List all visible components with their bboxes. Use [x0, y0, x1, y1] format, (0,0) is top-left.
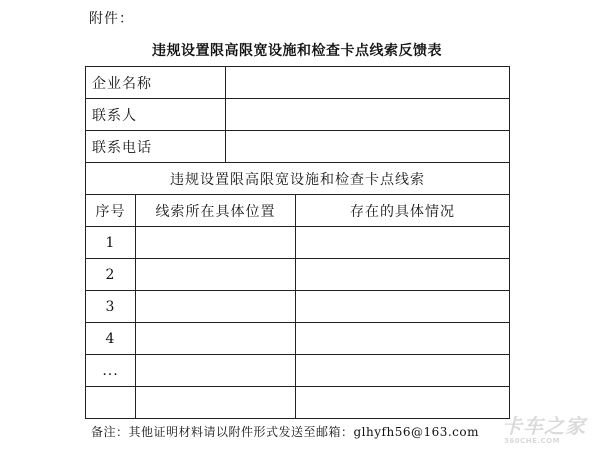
row-location[interactable]: [136, 291, 296, 323]
column-header-location: 线索所在具体位置: [136, 195, 296, 227]
column-header-situation: 存在的具体情况: [296, 195, 510, 227]
column-header-row: [86, 195, 510, 227]
row-situation[interactable]: [296, 259, 510, 291]
contact-person-row: [86, 99, 510, 131]
table-row: [86, 291, 510, 323]
row-number: 1: [86, 227, 136, 259]
row-location[interactable]: [136, 387, 296, 419]
table-row: [86, 227, 510, 259]
row-location[interactable]: [136, 355, 296, 387]
company-name-value[interactable]: [226, 67, 510, 99]
company-name-label: 企业名称: [86, 67, 226, 99]
row-situation[interactable]: [296, 323, 510, 355]
contact-phone-row: [86, 131, 510, 163]
section-heading-row: [86, 163, 510, 195]
watermark-main-text: 卡车之家: [502, 414, 586, 438]
table-row: [86, 259, 510, 291]
document-title: 违规设置限高限宽设施和检查卡点线索反馈表: [152, 43, 442, 59]
row-number: [86, 387, 136, 419]
feedback-table: [85, 66, 510, 419]
row-situation[interactable]: [296, 227, 510, 259]
contact-phone-label: 联系电话: [86, 131, 226, 163]
company-name-row: [86, 67, 510, 99]
row-location[interactable]: [136, 259, 296, 291]
row-situation[interactable]: [296, 355, 510, 387]
table-row: [86, 355, 510, 387]
contact-phone-value[interactable]: [226, 131, 510, 163]
row-number: 3: [86, 291, 136, 323]
watermark-sub-text: 360CHE.COM: [504, 437, 561, 445]
row-situation[interactable]: [296, 291, 510, 323]
row-number: 4: [86, 323, 136, 355]
row-number: ...: [86, 355, 136, 387]
footer-note: 备注：其他证明材料请以附件形式发送至邮箱：glhyfh56@163.com: [91, 425, 480, 439]
row-location[interactable]: [136, 227, 296, 259]
contact-person-label: 联系人: [86, 99, 226, 131]
row-location[interactable]: [136, 323, 296, 355]
watermark-logo: [502, 415, 590, 449]
table-row: [86, 387, 510, 419]
row-number: 2: [86, 259, 136, 291]
contact-person-value[interactable]: [226, 99, 510, 131]
table-row: [86, 323, 510, 355]
section-heading: 违规设置限高限宽设施和检查卡点线索: [86, 163, 510, 195]
column-header-no: 序号: [86, 195, 136, 227]
row-situation[interactable]: [296, 387, 510, 419]
attachment-label: 附件：: [89, 11, 134, 27]
